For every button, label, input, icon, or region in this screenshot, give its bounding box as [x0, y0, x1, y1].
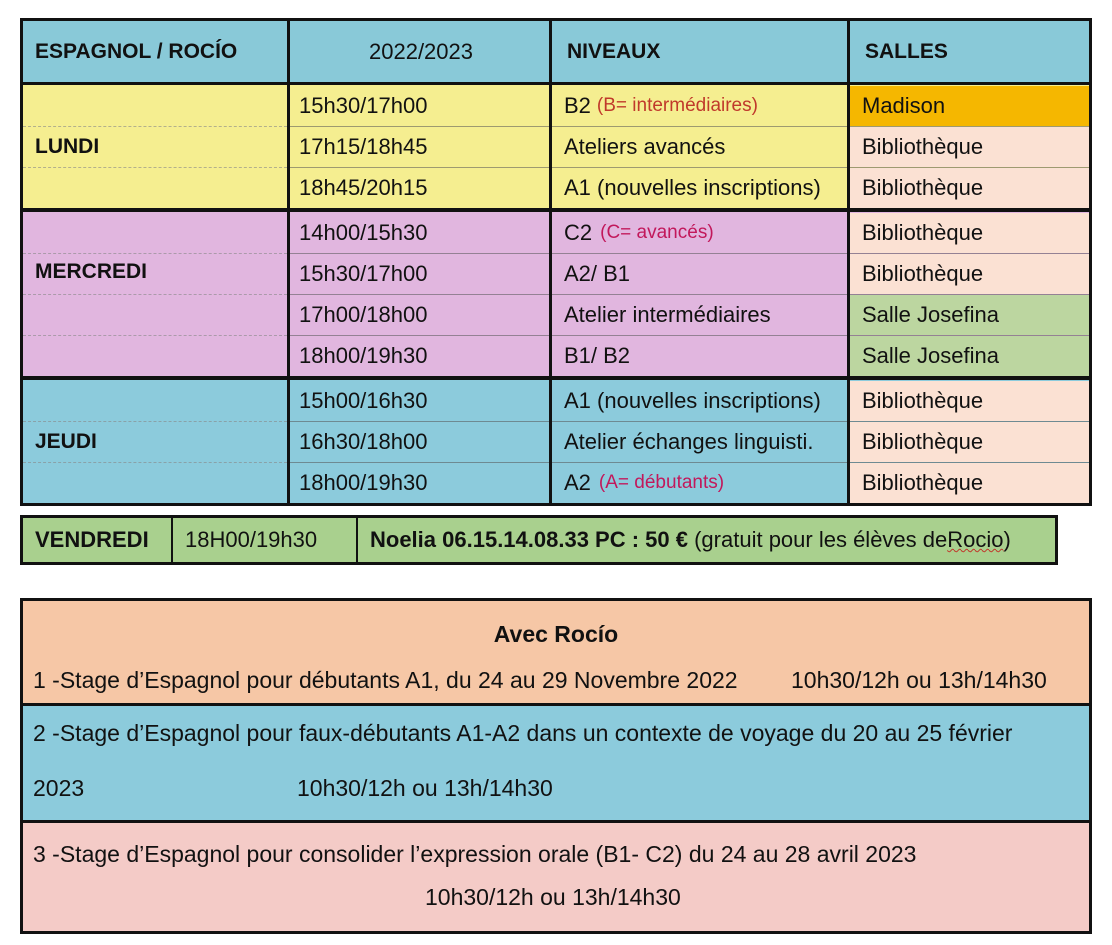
level-cell — [552, 463, 847, 503]
row-divider — [23, 253, 287, 254]
header-course: ESPAGNOL / ROCÍO — [35, 39, 238, 63]
room-cell: Bibliothèque — [850, 463, 1089, 503]
room-cell: Bibliothèque — [850, 213, 1089, 253]
table-row — [287, 213, 1089, 253]
level-note: (C= avancés) — [600, 222, 714, 243]
row-divider — [23, 421, 287, 422]
level-cell — [552, 86, 847, 126]
vendredi-note-pre: (gratuit pour les élèves de — [694, 527, 948, 552]
table-row — [287, 127, 1089, 167]
level-cell — [552, 213, 847, 253]
row-divider — [23, 335, 287, 336]
stage-section-3 — [23, 823, 1089, 931]
level-text: C2 — [564, 220, 593, 245]
table-row — [287, 295, 1089, 335]
day-label-mercredi: MERCREDI — [35, 260, 148, 283]
time-cell: 14h00/15h30 — [299, 220, 428, 245]
level-cell: A1 (nouvelles inscriptions) — [564, 175, 821, 200]
room-cell: Bibliothèque — [850, 127, 1089, 167]
level-cell: Atelier échanges linguisti. — [564, 429, 814, 454]
stages-table — [20, 598, 1092, 934]
table-row — [287, 422, 1089, 462]
room-cell: Salle Josefina — [850, 295, 1089, 335]
time-cell: 18h00/19h30 — [299, 343, 428, 368]
level-cell: B1/ B2 — [564, 343, 631, 368]
day-label-jeudi: JEUDI — [35, 429, 97, 453]
day-group-jeudi — [23, 380, 1089, 503]
row-divider — [23, 462, 287, 463]
table-row — [287, 381, 1089, 421]
level-cell: Ateliers avancés — [564, 134, 726, 159]
time-cell: 16h30/18h00 — [299, 429, 428, 454]
stage-3-hours: 10h30/12h ou 13h/14h30 — [425, 884, 681, 910]
room-cell: Bibliothèque — [850, 168, 1089, 208]
schedule-table — [20, 18, 1092, 506]
time-cell: 15h30/17h00 — [299, 93, 428, 118]
vendredi-note-post: ) — [1003, 527, 1011, 552]
level-cell: A2/ B1 — [564, 261, 631, 286]
room-cell: Madison — [850, 86, 1089, 126]
stage-1-text: 1 -Stage d’Espagnol pour débutants A1, du 24 au 29 Novembre 2022 — [33, 667, 738, 693]
table-row — [287, 463, 1089, 503]
vendredi-note-name: Rocio — [947, 527, 1004, 552]
stage-2-year: 2023 — [33, 775, 85, 801]
column-divider — [549, 21, 552, 503]
time-cell: 17h00/18h00 — [299, 302, 428, 327]
stage-2-text: 2 -Stage d’Espagnol pour faux-débutants A1-A2 dans un contexte de voyage du 20 au 25 février — [33, 720, 1013, 746]
room-cell: Bibliothèque — [850, 381, 1089, 421]
vendredi-day: VENDREDI — [23, 518, 173, 562]
day-group-mercredi — [23, 212, 1089, 380]
level-cell: Atelier intermédiaires — [564, 302, 771, 327]
level-note: (B= intermédiaires) — [596, 95, 758, 116]
room-cell: Bibliothèque — [850, 422, 1089, 462]
day-group-lundi — [23, 85, 1089, 212]
table-row — [287, 336, 1089, 376]
stages-title: Avec Rocío — [493, 621, 619, 647]
table-row — [287, 168, 1089, 208]
time-cell: 18h45/20h15 — [299, 175, 428, 200]
table-row — [287, 86, 1089, 126]
header-levels: NIVEAUX — [567, 39, 661, 63]
level-text: A2 — [564, 470, 591, 495]
stage-section-2 — [23, 706, 1089, 823]
room-cell: Salle Josefina — [850, 336, 1089, 376]
row-divider — [23, 126, 287, 127]
row-divider — [23, 294, 287, 295]
vendredi-contact: Noelia 06.15.14.08.33 PC : 50 € — [370, 527, 688, 552]
level-cell: A1 (nouvelles inscriptions) — [564, 388, 821, 413]
column-divider — [287, 21, 290, 503]
header-rooms: SALLES — [865, 39, 948, 63]
level-text: B2 — [564, 93, 591, 118]
time-cell: 15h00/16h30 — [299, 388, 428, 413]
time-cell: 17h15/18h45 — [299, 134, 428, 159]
stage-2-hours: 10h30/12h ou 13h/14h30 — [297, 775, 553, 801]
vendredi-time: 18H00/19h30 — [173, 518, 358, 562]
table-row — [287, 254, 1089, 294]
stage-3-text: 3 -Stage d’Espagnol pour consolider l’expression orale (B1- C2) du 24 au 28 avril 2023 — [33, 841, 917, 867]
stage-section-1 — [23, 601, 1089, 706]
room-cell: Bibliothèque — [850, 254, 1089, 294]
time-cell: 18h00/19h30 — [299, 470, 428, 495]
time-cell: 15h30/17h00 — [299, 261, 428, 286]
vendredi-row — [20, 515, 1058, 565]
day-label-lundi: LUNDI — [35, 134, 100, 158]
column-divider — [847, 21, 850, 503]
stage-1-hours: 10h30/12h ou 13h/14h30 — [791, 667, 1047, 693]
level-note: (A= débutants) — [598, 472, 725, 493]
vendredi-info — [358, 527, 1011, 553]
table-header — [23, 21, 1089, 85]
header-year: 2022/2023 — [369, 38, 473, 64]
row-divider — [23, 167, 287, 168]
